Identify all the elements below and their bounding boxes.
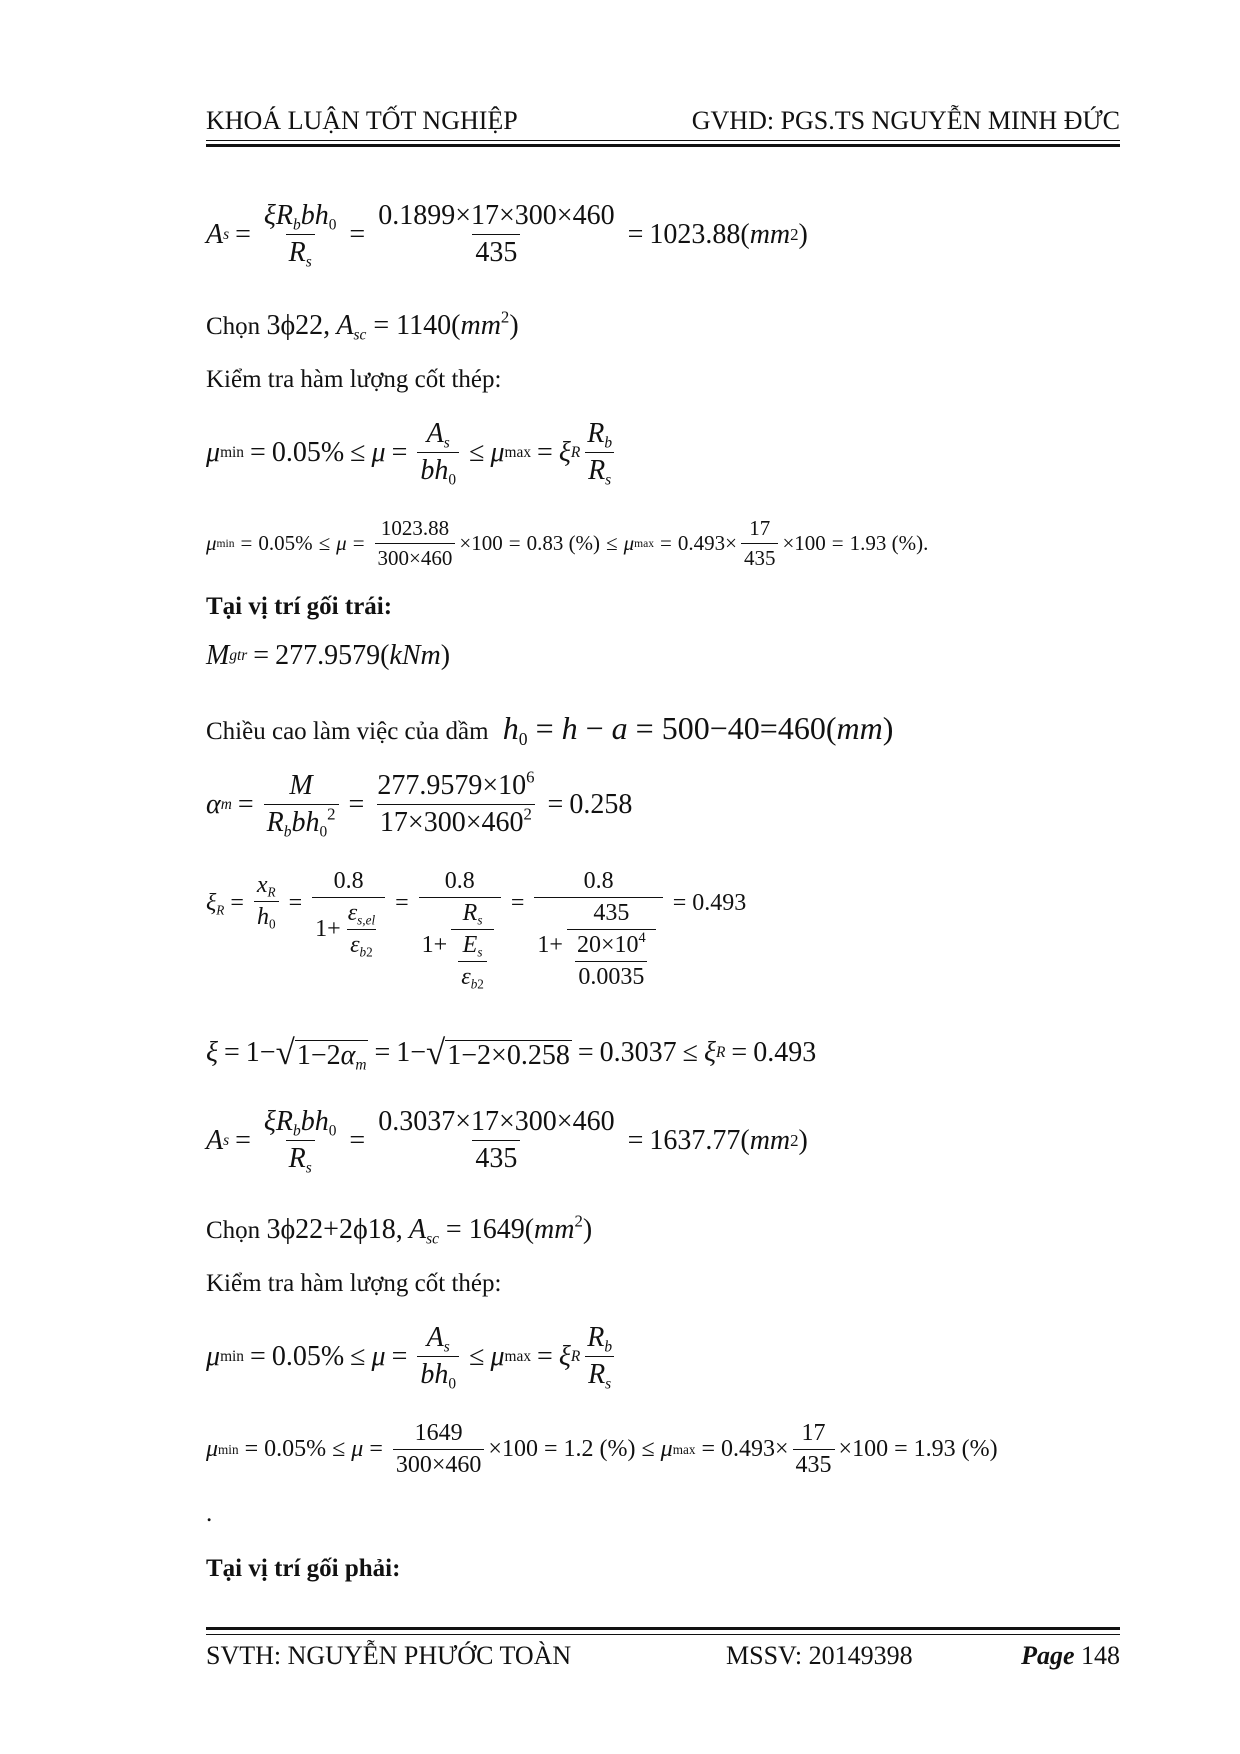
- footer-student: SVTH: NGUYỄN PHƯỚC TOÀN: [206, 1641, 572, 1670]
- mu1-value: 0.83: [526, 531, 564, 555]
- alpha-result: 0.258: [569, 788, 633, 820]
- mu-calc-2: μ min = 0.05% ≤ μ = $\frac{1649}{300\times 460}$ ×100 = 1.2 (%) ≤ μ max = 0.493 × $\frac{17}{435}$ ×100 = 1.93 (%): [206, 1420, 998, 1478]
- footer-rule-thin: [206, 1634, 1120, 1635]
- choose-bars: 3ϕ22,: [266, 310, 331, 341]
- as2-result: 1637.77: [649, 1124, 741, 1156]
- mu1-rden: 435: [741, 543, 779, 571]
- xir-eb2: 0.0035: [575, 961, 647, 991]
- mu2-den: 300×460: [393, 1449, 485, 1479]
- footer-page: [1021, 1641, 1120, 1671]
- section-left-support: Tại vị trí gối trái:: [206, 593, 393, 620]
- mu-min-value: 0.05%: [258, 531, 313, 555]
- mu-rule-1: μ min = 0.05% ≤ μ = $\frac{A_s}{bh_0}$ ≤ μ max = ξ R $R_b$ $R_s$: [206, 418, 619, 487]
- xir-rs: 435: [593, 900, 630, 926]
- mu1-num: 1023.88: [380, 516, 450, 540]
- mu1-rnum: 17: [749, 516, 771, 540]
- xir-c1: 0.8: [333, 868, 364, 894]
- choose-rebar-1: Chọn 3ϕ22, $A_{sc} = 1140(mm^2)$: [206, 307, 519, 344]
- mu2-rden: 435: [793, 1449, 835, 1479]
- choose-label: Chọn: [206, 313, 261, 340]
- alpha-den: 17×300×460: [379, 807, 524, 838]
- alpha-num: 277.9579×10: [377, 770, 527, 801]
- mgtr-value: 277.9579: [275, 640, 381, 671]
- mu-calc-1: μ min = 0.05% ≤ μ = $\frac{1023.88}{300\times 460}$ ×100 = 0.83 (%) ≤ μ max = 0.493 × $\frac{17}{435}$ ×100 = 1.93 (%).: [206, 516, 929, 570]
- as2-denominator: 435: [472, 1140, 520, 1175]
- h0-calc: 500−40=460: [661, 710, 826, 746]
- mu2-value: 1.2: [563, 1436, 594, 1462]
- as2-numerator: 0.3037×17×300×460: [378, 1106, 615, 1137]
- choose-asc: 1649: [468, 1214, 525, 1245]
- mu-min-value: 0.05%: [271, 436, 345, 468]
- h0-label: Chiều cao làm việc của dầm: [206, 718, 489, 745]
- header-advisor: GVHD: PGS.TS NGUYỄN MINH ĐỨC: [691, 106, 1120, 135]
- alpha-exp: 6: [526, 767, 535, 787]
- mu2-rnum: 17: [801, 1420, 826, 1446]
- page-label: Page: [1021, 1641, 1075, 1670]
- page-number: 148: [1081, 1641, 1120, 1670]
- xir-c3: 0.8: [583, 868, 614, 894]
- xi-alpha: 0.258: [506, 1039, 570, 1071]
- header-rule-thin: [206, 140, 1120, 141]
- alpha-m-equation: α m = M $R_bbh_0^2$ = $\frac{277.9579\times 10^6}{17\times 300\times 460^2}$ = 0.258: [206, 767, 633, 841]
- choose-asc: 1140: [396, 310, 452, 341]
- section-right-support: Tại vị trí gối phải:: [206, 1555, 401, 1582]
- footer-student-id: MSSV: 20149398: [726, 1641, 913, 1670]
- mu-min-value: 0.05%: [264, 1436, 327, 1462]
- check-label-1: Kiểm tra hàm lượng cốt thép:: [206, 366, 502, 393]
- mu1-xi: 0.493: [677, 531, 726, 555]
- equation-as-1: A s = $\xi R_bbh_0$ $R_s$ = $\frac{0.1899\times 17\times 300\times 460}{435}$ = 1023.88 ( mm 2 ): [206, 200, 808, 271]
- mu2-max: 1.93: [913, 1436, 956, 1462]
- xir-es: 20×10: [576, 932, 639, 958]
- xir-es-exp: 4: [638, 929, 646, 946]
- h0-line: Chiều cao làm việc của dầm $h_0 = h - a = 500-40=460(mm)$: [206, 710, 894, 750]
- as1-denominator: 435: [472, 234, 520, 269]
- as1-numerator: 0.1899×17×300×460: [378, 200, 615, 231]
- header-rule-thick: [206, 144, 1120, 147]
- as1-result: 1023.88: [649, 218, 741, 250]
- choose-label: Chọn: [206, 1217, 261, 1244]
- xi-equation: ξ = 1− √ $1-2\alpha_m$ = 1− √ 1−2×0.258 = 0.3037 ≤ ξ R = 0.493: [206, 1033, 817, 1073]
- mu1-den: 300×460: [375, 543, 456, 571]
- stray-dot: .: [206, 1500, 213, 1527]
- xir-result: 0.493: [692, 890, 747, 916]
- choose-bars: 3ϕ22+2ϕ18,: [266, 1214, 403, 1245]
- mu2-num: 1649: [414, 1420, 463, 1446]
- xi-result: 0.3037: [599, 1036, 677, 1068]
- mu2-xi: 0.493: [720, 1436, 775, 1462]
- xi-xir: 0.493: [753, 1036, 817, 1068]
- check-label-2: Kiểm tra hàm lượng cốt thép:: [206, 1270, 502, 1297]
- equation-as-2: A s = $\xi R_bbh_0$ $R_s$ = $\frac{0.3037\times 17\times 300\times 460}{435}$ = 1637.77 ( mm 2 ): [206, 1106, 808, 1177]
- moment-gtr: M gtr = 277.9579 ( kNm ): [206, 640, 451, 671]
- page-footer: [206, 1641, 1120, 1677]
- header-title: KHOÁ LUẬN TỐT NGHIỆP: [206, 106, 518, 135]
- choose-rebar-2: Chọn 3ϕ22+2ϕ18, $A_{sc} = 1649(mm^2)$: [206, 1211, 593, 1248]
- xi-r-equation: $\xi_R$ = $\frac{x_R}{h_0}$ = 0.8 1+ $\varepsilon_{s,el}$ $\varepsilon_{b2}$ = 0.8 1+ $R_s$ $E_s$ $\varepsilon_{b2}$ = 0.8 1+ 435 $\frac{20\times 10^4}{0.0035}$ = 0.493: [206, 868, 747, 992]
- xir-c2: 0.8: [444, 868, 475, 894]
- footer-rule-thick: [206, 1627, 1120, 1630]
- mu-rule-2: μ min = 0.05% ≤ μ = $\frac{A_s}{bh_0}$ ≤ μ max = ξ R $R_b$ $R_s$: [206, 1322, 619, 1391]
- page-header: [206, 106, 1120, 142]
- mu-min-value: 0.05%: [271, 1340, 345, 1372]
- mu1-max: 1.93: [849, 531, 887, 555]
